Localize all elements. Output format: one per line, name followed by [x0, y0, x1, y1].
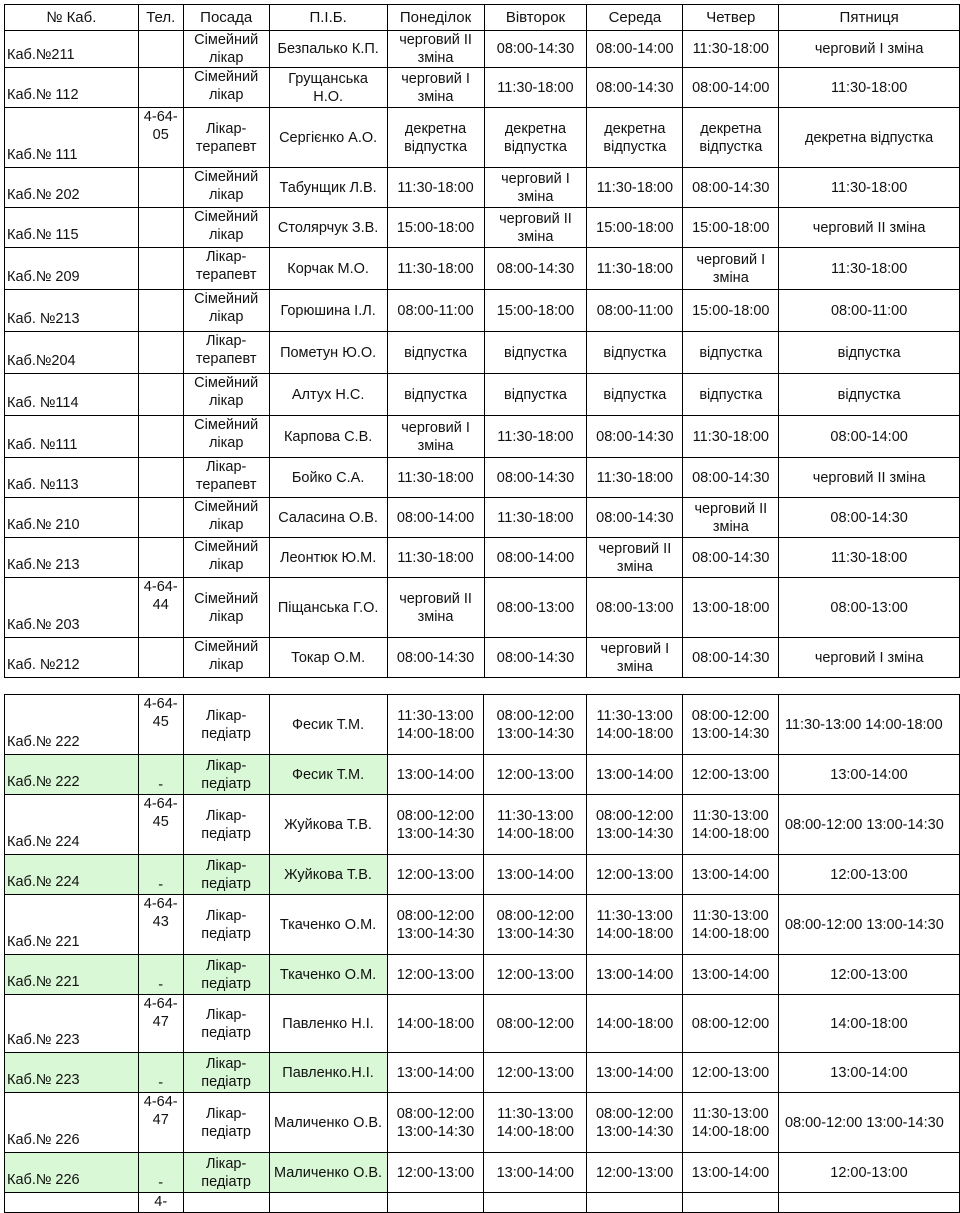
cell-phone: [138, 168, 183, 208]
cell-tuesday: відпустка: [484, 332, 587, 374]
cell-thursday: 13:00-18:00: [683, 578, 779, 638]
table-row: [5, 498, 960, 538]
cell-position: Сімейний лікар: [183, 208, 269, 248]
header-name: П.І.Б.: [269, 5, 387, 31]
cell-room: Каб.№ 209: [5, 248, 139, 290]
cell-wednesday: 11:30-18:00: [587, 248, 683, 290]
cell-doctor-name: Фесик Т.М.: [269, 695, 387, 755]
cell-thursday: 08:00-14:30: [683, 638, 779, 678]
cell-wednesday: відпустка: [587, 374, 683, 416]
cell-wednesday: 08:00-14:00: [587, 31, 683, 68]
cell-tuesday: декретна відпустка: [484, 108, 587, 168]
cell-phone: 4-64-44: [138, 578, 183, 638]
cell-room: Каб.№ 224: [5, 795, 139, 855]
cell-doctor-name: Павленко Н.І.: [269, 995, 387, 1053]
cell-thursday: 12:00-13:00: [683, 1053, 779, 1093]
table-row: [5, 1053, 960, 1093]
cell-wednesday: 11:30-18:00: [587, 458, 683, 498]
cell-doctor-name: Горюшина І.Л.: [269, 290, 387, 332]
cell-friday: відпустка: [779, 374, 960, 416]
cell-doctor-name: Саласина О.В.: [269, 498, 387, 538]
cell-wednesday: декретна відпустка: [587, 108, 683, 168]
cell-monday: відпустка: [387, 374, 484, 416]
cell-room: Каб.№211: [5, 31, 139, 68]
cell-thursday: 11:30-18:00: [683, 31, 779, 68]
cell-wednesday: 08:00-13:00: [587, 578, 683, 638]
cell-tuesday: 08:00-14:30: [484, 31, 587, 68]
cell-wednesday: 08:00-14:30: [587, 416, 683, 458]
table-row: [5, 108, 960, 168]
cell-doctor-name: Жуйкова Т.В.: [269, 855, 387, 895]
cell-thursday: черговий I зміна: [683, 248, 779, 290]
cell-position: Сімейний лікар: [183, 290, 269, 332]
cell-phone: 4-: [138, 1193, 183, 1213]
table-row: [5, 1193, 960, 1213]
cell-monday: черговий I зміна: [387, 68, 484, 108]
cell-position: Сімейний лікар: [183, 68, 269, 108]
cell-phone: 4-64-45: [138, 695, 183, 755]
cell-wednesday: 15:00-18:00: [587, 208, 683, 248]
cell-thursday: декретна відпустка: [683, 108, 779, 168]
table-row: [5, 374, 960, 416]
cell-monday: 13:00-14:00: [387, 1053, 484, 1093]
cell-phone: [138, 374, 183, 416]
cell-doctor-name: Столярчук З.В.: [269, 208, 387, 248]
cell-tuesday: [484, 1193, 587, 1213]
cell-room: Каб.№ 223: [5, 995, 139, 1053]
cell-friday: 11:30-18:00: [779, 168, 960, 208]
cell-room: Каб.№204: [5, 332, 139, 374]
cell-position: Лікар-терапевт: [183, 458, 269, 498]
cell-monday: 08:00-14:00: [387, 498, 484, 538]
cell-thursday: 08:00-12:00 13:00-14:30: [683, 695, 779, 755]
cell-monday: 14:00-18:00: [387, 995, 484, 1053]
cell-room: Каб.№ 221: [5, 955, 139, 995]
cell-wednesday: 11:30-13:00 14:00-18:00: [587, 695, 683, 755]
cell-position: Лікар-педіатр: [183, 1053, 269, 1093]
cell-phone: -: [138, 1153, 183, 1193]
cell-phone: -: [138, 755, 183, 795]
cell-wednesday: 11:30-13:00 14:00-18:00: [587, 895, 683, 955]
cell-friday: 12:00-13:00: [778, 855, 959, 895]
cell-friday: 08:00-12:00 13:00-14:30: [778, 1093, 959, 1153]
cell-monday: 11:30-18:00: [387, 248, 484, 290]
cell-friday: черговий II зміна: [779, 458, 960, 498]
cell-tuesday: 08:00-13:00: [484, 578, 587, 638]
cell-monday: 12:00-13:00: [387, 1153, 484, 1193]
cell-monday: [387, 1193, 484, 1213]
cell-wednesday: [587, 1193, 683, 1213]
cell-room: Каб. №212: [5, 638, 139, 678]
cell-doctor-name: Алтух Н.С.: [269, 374, 387, 416]
cell-position: [183, 1193, 269, 1213]
cell-tuesday: 11:30-18:00: [484, 498, 587, 538]
table-row: [5, 955, 960, 995]
cell-phone: [138, 248, 183, 290]
cell-doctor-name: Маличенко О.В.: [269, 1153, 387, 1193]
cell-tuesday: 11:30-18:00: [484, 68, 587, 108]
cell-tuesday: 13:00-14:00: [484, 855, 587, 895]
table-row: [5, 795, 960, 855]
cell-wednesday: 13:00-14:00: [587, 1053, 683, 1093]
cell-position: Лікар-педіатр: [183, 895, 269, 955]
table-row: [5, 755, 960, 795]
cell-tuesday: 08:00-14:30: [484, 638, 587, 678]
cell-position: Сімейний лікар: [183, 578, 269, 638]
cell-room: Каб.№ 223: [5, 1053, 139, 1093]
cell-wednesday: 11:30-18:00: [587, 168, 683, 208]
cell-tuesday: 12:00-13:00: [484, 755, 587, 795]
cell-room: Каб.№ 210: [5, 498, 139, 538]
cell-room: Каб. №111: [5, 416, 139, 458]
cell-phone: 4-64-05: [138, 108, 183, 168]
cell-monday: відпустка: [387, 332, 484, 374]
table-row: [5, 638, 960, 678]
cell-phone: [138, 332, 183, 374]
cell-phone: [138, 208, 183, 248]
cell-monday: 11:30-18:00: [387, 168, 484, 208]
cell-position: Лікар-педіатр: [183, 955, 269, 995]
cell-doctor-name: Ткаченко О.М.: [269, 955, 387, 995]
cell-position: Сімейний лікар: [183, 168, 269, 208]
table-row: [5, 578, 960, 638]
cell-friday: 13:00-14:00: [778, 755, 959, 795]
header-position: Посада: [183, 5, 269, 31]
cell-thursday: 13:00-14:00: [683, 955, 779, 995]
cell-tuesday: 12:00-13:00: [484, 1053, 587, 1093]
cell-position: Сімейний лікар: [183, 416, 269, 458]
cell-friday: 08:00-12:00 13:00-14:30: [778, 795, 959, 855]
cell-thursday: 13:00-14:00: [683, 1153, 779, 1193]
cell-tuesday: 08:00-14:30: [484, 248, 587, 290]
table-row: [5, 168, 960, 208]
cell-tuesday: 08:00-14:30: [484, 458, 587, 498]
cell-phone: [138, 538, 183, 578]
cell-monday: 11:30-13:00 14:00-18:00: [387, 695, 484, 755]
cell-friday: відпустка: [779, 332, 960, 374]
cell-room: Каб. №113: [5, 458, 139, 498]
cell-monday: черговий I зміна: [387, 416, 484, 458]
cell-room: Каб.№ 226: [5, 1153, 139, 1193]
cell-wednesday: 13:00-14:00: [587, 755, 683, 795]
cell-doctor-name: Піщанська Г.О.: [269, 578, 387, 638]
cell-friday: 11:30-13:00 14:00-18:00: [778, 695, 959, 755]
cell-friday: 11:30-18:00: [779, 248, 960, 290]
cell-friday: 11:30-18:00: [779, 68, 960, 108]
cell-friday: черговий II зміна: [779, 208, 960, 248]
cell-room: Каб.№ 112: [5, 68, 139, 108]
cell-doctor-name: Токар О.М.: [269, 638, 387, 678]
cell-friday: декретна відпустка: [779, 108, 960, 168]
cell-friday: черговий I зміна: [779, 638, 960, 678]
table-row: [5, 332, 960, 374]
cell-wednesday: черговий II зміна: [587, 538, 683, 578]
cell-thursday: 08:00-14:00: [683, 68, 779, 108]
cell-friday: 12:00-13:00: [778, 1153, 959, 1193]
cell-doctor-name: Карпова С.В.: [269, 416, 387, 458]
header-friday: Пятниця: [779, 5, 960, 31]
cell-monday: 12:00-13:00: [387, 855, 484, 895]
header-tuesday: Вівторок: [484, 5, 587, 31]
cell-phone: [138, 68, 183, 108]
cell-tuesday: 12:00-13:00: [484, 955, 587, 995]
cell-phone: 4-64-47: [138, 995, 183, 1053]
cell-room: Каб.№ 224: [5, 855, 139, 895]
cell-doctor-name: Грущанська Н.О.: [269, 68, 387, 108]
cell-friday: 08:00-11:00: [779, 290, 960, 332]
cell-doctor-name: Павленко.Н.І.: [269, 1053, 387, 1093]
cell-friday: 08:00-13:00: [779, 578, 960, 638]
cell-friday: 08:00-14:30: [779, 498, 960, 538]
cell-monday: 08:00-12:00 13:00-14:30: [387, 1093, 484, 1153]
cell-phone: 4-64-45: [138, 795, 183, 855]
cell-monday: 08:00-14:30: [387, 638, 484, 678]
cell-position: Лікар-педіатр: [183, 995, 269, 1053]
cell-tuesday: 08:00-12:00: [484, 995, 587, 1053]
cell-monday: 12:00-13:00: [387, 955, 484, 995]
schedule-table-adult: [4, 4, 960, 678]
cell-room: Каб.№ 202: [5, 168, 139, 208]
header-row: [5, 5, 960, 31]
cell-position: Сімейний лікар: [183, 638, 269, 678]
cell-phone: -: [138, 955, 183, 995]
cell-doctor-name: Табунщик Л.В.: [269, 168, 387, 208]
cell-monday: 11:30-18:00: [387, 458, 484, 498]
cell-tuesday: 08:00-14:00: [484, 538, 587, 578]
cell-thursday: 11:30-13:00 14:00-18:00: [683, 1093, 779, 1153]
cell-room: Каб. №114: [5, 374, 139, 416]
table-row: [5, 895, 960, 955]
cell-position: Лікар-педіатр: [183, 695, 269, 755]
cell-tuesday: 08:00-12:00 13:00-14:30: [484, 695, 587, 755]
cell-thursday: 13:00-14:00: [683, 855, 779, 895]
cell-tuesday: 08:00-12:00 13:00-14:30: [484, 895, 587, 955]
cell-position: Лікар-педіатр: [183, 1093, 269, 1153]
cell-thursday: 15:00-18:00: [683, 290, 779, 332]
cell-room: Каб.№ 203: [5, 578, 139, 638]
cell-room: Каб.№ 213: [5, 538, 139, 578]
cell-position: Сімейний лікар: [183, 31, 269, 68]
cell-tuesday: 15:00-18:00: [484, 290, 587, 332]
cell-thursday: 12:00-13:00: [683, 755, 779, 795]
cell-position: Сімейний лікар: [183, 538, 269, 578]
cell-friday: 13:00-14:00: [778, 1053, 959, 1093]
cell-position: Лікар-терапевт: [183, 332, 269, 374]
table-row: [5, 31, 960, 68]
cell-monday: 15:00-18:00: [387, 208, 484, 248]
cell-position: Лікар-педіатр: [183, 755, 269, 795]
header-thursday: Четвер: [683, 5, 779, 31]
cell-phone: [138, 416, 183, 458]
cell-monday: 08:00-11:00: [387, 290, 484, 332]
cell-monday: 08:00-12:00 13:00-14:30: [387, 895, 484, 955]
cell-position: Лікар-педіатр: [183, 795, 269, 855]
cell-friday: 12:00-13:00: [778, 955, 959, 995]
cell-phone: [138, 498, 183, 538]
cell-room: Каб.№ 222: [5, 695, 139, 755]
cell-tuesday: черговий I зміна: [484, 168, 587, 208]
cell-monday: декретна відпустка: [387, 108, 484, 168]
cell-phone: -: [138, 855, 183, 895]
cell-wednesday: 08:00-12:00 13:00-14:30: [587, 1093, 683, 1153]
cell-phone: [138, 31, 183, 68]
cell-tuesday: 11:30-13:00 14:00-18:00: [484, 1093, 587, 1153]
cell-room: Каб. №213: [5, 290, 139, 332]
cell-doctor-name: Фесик Т.М.: [269, 755, 387, 795]
cell-doctor-name: Жуйкова Т.В.: [269, 795, 387, 855]
cell-thursday: 11:30-18:00: [683, 416, 779, 458]
cell-thursday: відпустка: [683, 332, 779, 374]
cell-wednesday: 08:00-12:00 13:00-14:30: [587, 795, 683, 855]
cell-phone: [138, 638, 183, 678]
table-row: [5, 695, 960, 755]
cell-friday: 08:00-12:00 13:00-14:30: [778, 895, 959, 955]
cell-position: Лікар-педіатр: [183, 1153, 269, 1193]
cell-wednesday: 13:00-14:00: [587, 955, 683, 995]
table-row: [5, 995, 960, 1053]
header-phone: Тел.: [138, 5, 183, 31]
cell-thursday: 08:00-14:30: [683, 168, 779, 208]
cell-doctor-name: Леонтюк Ю.М.: [269, 538, 387, 578]
cell-friday: черговий I зміна: [779, 31, 960, 68]
table-row: [5, 416, 960, 458]
cell-thursday: черговий II зміна: [683, 498, 779, 538]
cell-monday: черговий II зміна: [387, 578, 484, 638]
cell-doctor-name: Ткаченко О.М.: [269, 895, 387, 955]
schedule-table-pediatric: [4, 694, 960, 1213]
cell-tuesday: черговий II зміна: [484, 208, 587, 248]
table-row: [5, 248, 960, 290]
cell-room: Каб.№ 115: [5, 208, 139, 248]
cell-phone: 4-64-43: [138, 895, 183, 955]
cell-phone: -: [138, 1053, 183, 1093]
table-row: [5, 1093, 960, 1153]
header-wednesday: Середа: [587, 5, 683, 31]
header-room: № Каб.: [5, 5, 139, 31]
table-row: [5, 538, 960, 578]
cell-tuesday: 11:30-18:00: [484, 416, 587, 458]
cell-friday: 11:30-18:00: [779, 538, 960, 578]
header-monday: Понеділок: [387, 5, 484, 31]
cell-position: Сімейний лікар: [183, 374, 269, 416]
cell-monday: 13:00-14:00: [387, 755, 484, 795]
cell-wednesday: 12:00-13:00: [587, 855, 683, 895]
cell-friday: 08:00-14:00: [779, 416, 960, 458]
cell-wednesday: черговий I зміна: [587, 638, 683, 678]
cell-doctor-name: Маличенко О.В.: [269, 1093, 387, 1153]
cell-room: Каб.№ 226: [5, 1093, 139, 1153]
cell-wednesday: 14:00-18:00: [587, 995, 683, 1053]
cell-room: Каб.№ 222: [5, 755, 139, 795]
cell-wednesday: 12:00-13:00: [587, 1153, 683, 1193]
cell-monday: 08:00-12:00 13:00-14:30: [387, 795, 484, 855]
cell-monday: черговий II зміна: [387, 31, 484, 68]
cell-monday: 11:30-18:00: [387, 538, 484, 578]
cell-doctor-name: Безпалько К.П.: [269, 31, 387, 68]
cell-phone: 4-64-47: [138, 1093, 183, 1153]
cell-thursday: відпустка: [683, 374, 779, 416]
cell-position: Лікар-терапевт: [183, 248, 269, 290]
cell-tuesday: відпустка: [484, 374, 587, 416]
cell-thursday: 08:00-12:00: [683, 995, 779, 1053]
table-row: [5, 855, 960, 895]
cell-wednesday: відпустка: [587, 332, 683, 374]
cell-phone: [138, 290, 183, 332]
table-row: [5, 458, 960, 498]
cell-thursday: 08:00-14:30: [683, 538, 779, 578]
cell-room: Каб.№ 111: [5, 108, 139, 168]
table-row: [5, 208, 960, 248]
cell-thursday: 15:00-18:00: [683, 208, 779, 248]
cell-thursday: [683, 1193, 779, 1213]
cell-doctor-name: Сергієнко А.О.: [269, 108, 387, 168]
cell-tuesday: 11:30-13:00 14:00-18:00: [484, 795, 587, 855]
table-row: [5, 68, 960, 108]
cell-tuesday: 13:00-14:00: [484, 1153, 587, 1193]
table-row: [5, 1153, 960, 1193]
cell-phone: [138, 458, 183, 498]
cell-doctor-name: [269, 1193, 387, 1213]
cell-doctor-name: Пометун Ю.О.: [269, 332, 387, 374]
cell-thursday: 08:00-14:30: [683, 458, 779, 498]
cell-room: Каб.№ 221: [5, 895, 139, 955]
cell-wednesday: 08:00-14:30: [587, 68, 683, 108]
cell-thursday: 11:30-13:00 14:00-18:00: [683, 895, 779, 955]
cell-friday: [778, 1193, 959, 1213]
cell-wednesday: 08:00-11:00: [587, 290, 683, 332]
cell-position: Лікар-педіатр: [183, 855, 269, 895]
table-row: [5, 290, 960, 332]
cell-doctor-name: Корчак М.О.: [269, 248, 387, 290]
cell-doctor-name: Бойко С.А.: [269, 458, 387, 498]
cell-friday: 14:00-18:00: [778, 995, 959, 1053]
cell-room: [5, 1193, 139, 1213]
cell-position: Лікар-терапевт: [183, 108, 269, 168]
cell-wednesday: 08:00-14:30: [587, 498, 683, 538]
cell-thursday: 11:30-13:00 14:00-18:00: [683, 795, 779, 855]
cell-position: Сімейний лікар: [183, 498, 269, 538]
